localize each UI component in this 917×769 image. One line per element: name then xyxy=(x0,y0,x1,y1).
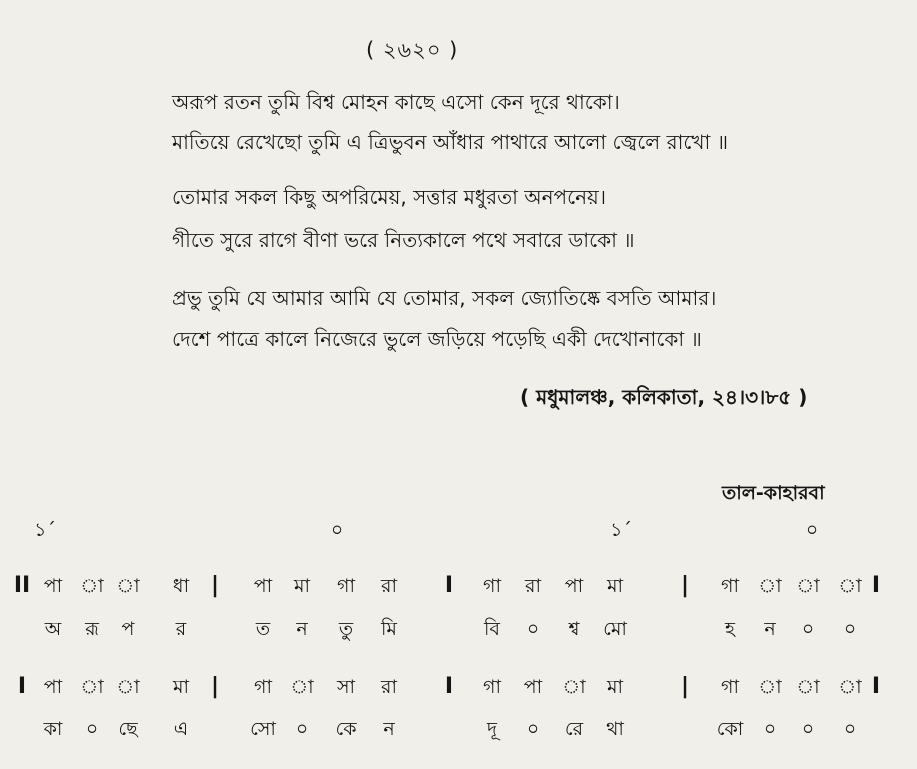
swara-note: মা xyxy=(172,676,190,698)
beat-mark: ০ xyxy=(805,519,819,541)
lyric-syllable: থা xyxy=(606,718,624,740)
lyric-syllable: তু xyxy=(338,618,354,640)
lyric-syllable: কা xyxy=(43,718,63,740)
lyric-syllable: ন xyxy=(383,718,395,740)
swara-note: া xyxy=(290,676,314,698)
beat-mark: ১´ xyxy=(610,519,632,541)
swara-note: মা xyxy=(606,676,624,698)
lyric-syllable: শ্ব xyxy=(568,618,580,640)
lyric-syllable: দূ xyxy=(487,718,497,740)
swara-note: া xyxy=(116,575,140,597)
lyric-syllable: ছে xyxy=(118,718,138,740)
beat-mark: ০ xyxy=(330,519,344,541)
lyric-syllable: ত xyxy=(255,618,271,640)
swara-note: পা xyxy=(43,676,63,698)
lyric-syllable: মি xyxy=(381,618,397,640)
lyric-syllable: রূ xyxy=(85,618,99,640)
swara-note: গা xyxy=(721,575,739,597)
lyric-syllable: প xyxy=(121,618,135,640)
swara-note: মা xyxy=(293,575,311,597)
lyric-syllable: ০ xyxy=(801,618,815,640)
bar-line: I xyxy=(871,674,881,699)
swara-note: গা xyxy=(483,676,501,698)
swara-note: া xyxy=(80,676,104,698)
swara-note: া xyxy=(838,575,862,597)
swara-note: পা xyxy=(523,676,543,698)
swara-note: া xyxy=(116,676,140,698)
swara-note: া xyxy=(562,676,586,698)
lyric-syllable: ০ xyxy=(526,718,540,740)
swara-note: পা xyxy=(564,575,584,597)
bar-line: | xyxy=(210,573,220,598)
lyric-syllable: মো xyxy=(603,618,627,640)
lyric-syllable: রে xyxy=(564,718,584,740)
lyric-syllable: ০ xyxy=(295,718,309,740)
swara-note: রা xyxy=(381,575,397,597)
lyric-syllable: ০ xyxy=(801,718,815,740)
swara-note: া xyxy=(796,676,820,698)
lyric-syllable: ০ xyxy=(526,618,540,640)
swara-note: া xyxy=(80,575,104,597)
swara-note: গা xyxy=(721,676,739,698)
swara-note: রা xyxy=(525,575,541,597)
bar-line: | xyxy=(680,573,690,598)
lyric-syllable: এ xyxy=(173,718,189,740)
bar-line: II xyxy=(13,573,31,598)
bar-line: | xyxy=(680,674,690,699)
lyric-syllable: কো xyxy=(716,718,744,740)
lyric-syllable: ০ xyxy=(843,718,857,740)
swara-note: সা xyxy=(336,676,356,698)
swara-note: গা xyxy=(337,575,355,597)
lyric-syllable: বি xyxy=(483,618,501,640)
beat-mark: ১´ xyxy=(34,519,56,541)
swara-note: রা xyxy=(381,676,397,698)
swara-note: পা xyxy=(43,575,63,597)
lyric-line: তোমার সকল কিছু অপরিমেয়, সত্তার মধুরতা অনপনেয়। xyxy=(172,185,606,209)
source-citation: ( মধুমালঞ্চ, কলিকাতা, ২৪।৩।৮৫ ) xyxy=(520,385,808,409)
swara-note: গা xyxy=(254,676,272,698)
bar-line: | xyxy=(210,674,220,699)
lyric-line: গীতে সুরে রাগে বীণা ভরে নিত্যকালে পথে সবারে ডাকো ॥ xyxy=(172,228,635,252)
swara-note: ধা xyxy=(172,575,190,597)
lyric-syllable: অ xyxy=(44,618,62,640)
bar-line: I xyxy=(17,674,27,699)
lyric-syllable: ন xyxy=(764,618,776,640)
lyric-syllable: ০ xyxy=(763,718,777,740)
lyric-syllable: কে xyxy=(335,718,357,740)
lyric-syllable: র xyxy=(175,618,187,640)
lyric-syllable: ০ xyxy=(85,718,99,740)
lyric-syllable: ন xyxy=(296,618,308,640)
lyric-line: দেশে পাত্রে কালে নিজেরে ভুলে জড়িয়ে পড়েছি একী দেখোনাকো ॥ xyxy=(172,327,702,351)
swara-note: মা xyxy=(606,575,624,597)
swara-note: া xyxy=(758,575,782,597)
swara-note: গা xyxy=(483,575,501,597)
bar-line: I xyxy=(871,573,881,598)
swara-note: া xyxy=(758,676,782,698)
lyric-line: অরূপ রতন তুমি বিশ্ব মোহন কাছে এসো কেন দূরে থাকো। xyxy=(172,90,620,114)
swara-note: া xyxy=(838,676,862,698)
bar-line: I xyxy=(444,573,454,598)
lyric-line: মাতিয়ে রেখেছো তুমি এ ত্রিভুবন আঁধার পাথারে আলো জ্বেলে রাখো ॥ xyxy=(172,130,729,154)
lyric-syllable: হ xyxy=(725,618,735,640)
swara-note: পা xyxy=(253,575,273,597)
lyric-line: প্রভু তুমি যে আমার আমি যে তোমার, সকল জ্যোতিষ্কে বসতি আমার। xyxy=(172,286,717,310)
bar-line: I xyxy=(444,674,454,699)
swara-note: া xyxy=(796,575,820,597)
lyric-syllable: সো xyxy=(250,718,276,740)
song-number: ( ২৬২০ ) xyxy=(366,38,459,62)
tala-label: তাল-কাহারবা xyxy=(722,482,825,504)
lyric-syllable: ০ xyxy=(843,618,857,640)
